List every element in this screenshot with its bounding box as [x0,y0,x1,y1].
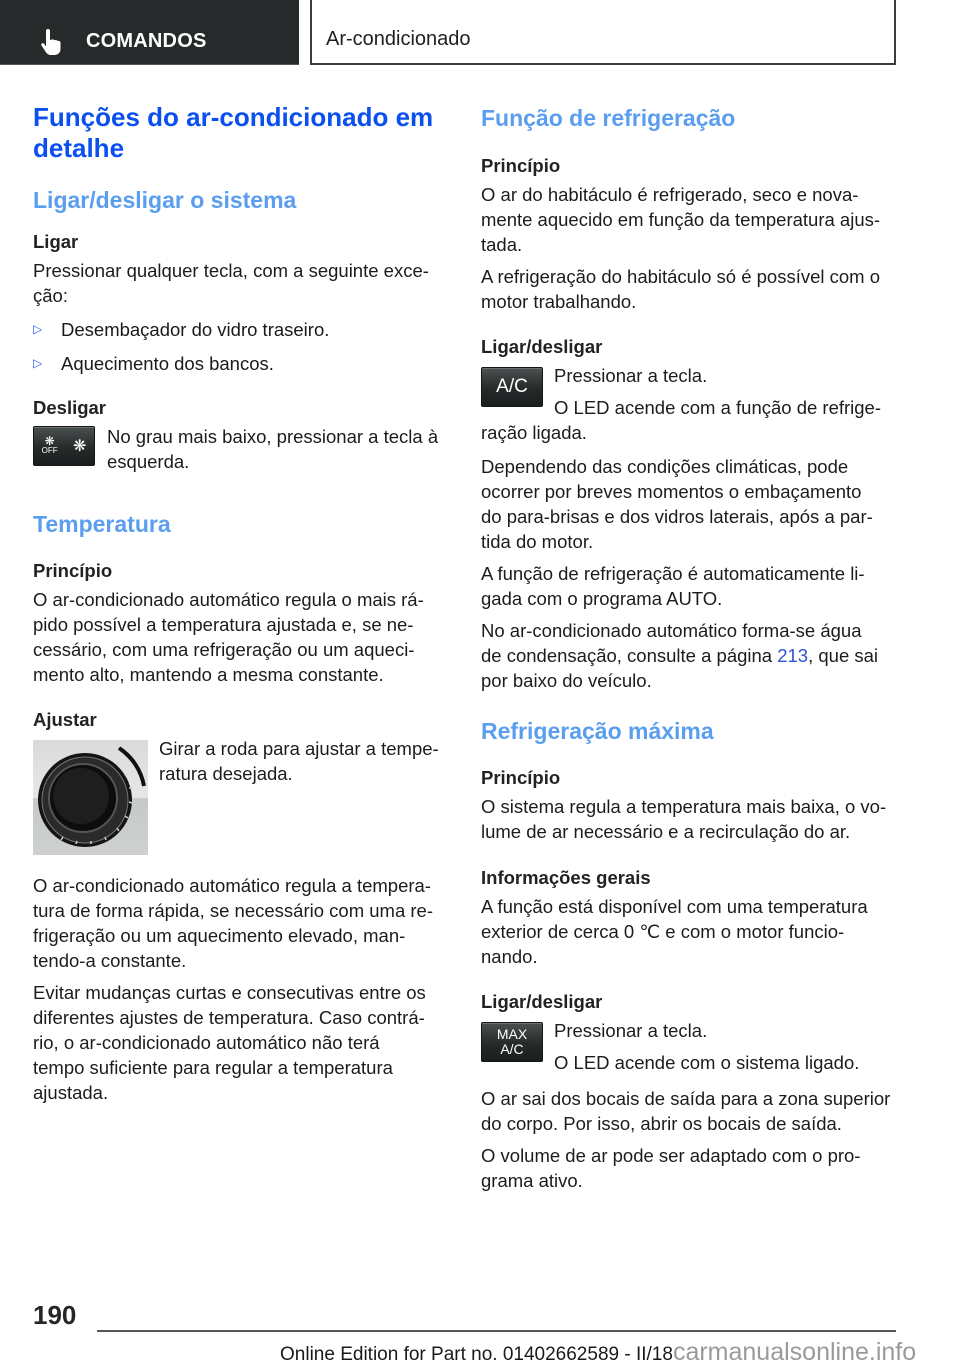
text-line: Pressionar a tecla. [554,1020,708,1041]
list-item-text: Aquecimento dos bancos. [61,353,274,374]
text-line: Pressionar a tecla. [554,365,708,386]
subheading-ligar: Ligar [33,231,79,252]
ac-button-image [481,367,543,407]
subheading-desligar: Desligar [33,397,107,418]
section-label: Ar-condicionado [326,28,471,50]
max-ac-button-image [481,1022,543,1062]
fan-icon: ❋ [72,438,87,455]
edition-text: Online Edition for Part no. 01402662589 - II/18 [280,1344,673,1362]
chapter-label: COMANDOS [86,30,207,52]
subheading-principio: Princípio [481,767,561,788]
text-line: Dependendo das condições climáticas, pode [481,456,849,477]
footer-edition [280,1338,916,1362]
text-line: exterior de cerca 0 ℃ e com o motor funcio- [481,921,845,942]
text-line: O LED acende com a função de refrige- [554,397,882,418]
temperature-paragraph [33,873,443,973]
ac-row [481,363,891,429]
fan-off-button-image [33,426,95,466]
text-line: frigeração ou um aquecimento elevado, man- [33,925,406,946]
text-fragment: de condensação, consulte a página [481,645,778,666]
ac-text [554,363,881,420]
desligar-text [107,424,438,474]
text-line: O sistema regula a temperatura mais baixa, o vo- [481,796,887,817]
air-outlet-paragraph [481,1086,891,1136]
subheading-ligar-desligar: Ligar/desligar [481,336,603,357]
chapter-tab [0,0,299,65]
watermark: carmanualsonline.info [672,1338,917,1362]
fan-off-icon: ❋ OFF [41,434,58,455]
page-link-213[interactable]: 213 [777,645,809,666]
ligar-text [33,258,443,308]
text-line: esquerda. [107,451,190,472]
page-title [33,102,443,164]
subheading-ligar-desligar: Ligar/desligar [481,991,603,1012]
text-line: gada com o programa AUTO. [481,588,723,609]
weather-paragraph [481,454,891,554]
footer-divider [97,1330,896,1332]
text-line: mento alto, mantendo a mesma constante. [33,664,384,685]
text-fragment: , que sai [808,645,879,666]
hand-pointer-icon [40,28,64,56]
text-line: por baixo do veículo. [481,670,652,691]
text-line: do corpo. Por isso, abrir os bocais de saída. [481,1113,842,1134]
subheading-principio: Princípio [33,560,113,581]
heading-refrigeracao-maxima: Refrigeração máxima [481,718,714,744]
ajustar-row [33,736,443,864]
text-line: tendo-a constante. [33,950,187,971]
principio-text [481,794,891,844]
principio-text [481,182,891,257]
text-line: ocorrer por breves momentos o embaçamento [481,481,862,502]
page-title-line: detalhe [33,133,125,163]
text-line: tada. [481,234,523,255]
text-line: nando. [481,946,538,967]
text-line: tida do motor. [481,531,594,552]
subheading-ajustar: Ajustar [33,709,97,730]
text-line: O ar do habitáculo é refrigerado, seco e nova- [481,184,859,205]
text-line: O ar-condicionado automático regula a tempera- [33,875,431,896]
temperature-warning-paragraph [33,980,443,1105]
rotary-knob-icon [33,740,148,855]
right-column [481,100,891,1193]
auto-paragraph [481,561,891,611]
info-text [481,894,891,969]
triangle-bullet-icon: ▷ [33,356,43,370]
ajustar-text [159,736,439,786]
page-title-line: Funções do ar-condicionado em [33,102,434,132]
ac-label: A/C [500,1041,524,1057]
triangle-bullet-icon: ▷ [33,322,43,336]
max-ac-text [554,1018,859,1075]
page-number: 190 [33,1300,77,1330]
heading-funcao-refrigeracao: Função de refrigeração [481,105,736,131]
text-line: diferentes ajustes de temperatura. Caso contrá- [33,1007,425,1028]
subheading-informacoes-gerais: Informações gerais [481,867,651,888]
text-line: A função de refrigeração é automaticamente li- [481,563,865,584]
max-ac-row [481,1018,891,1084]
condensation-paragraph [481,618,891,693]
off-label: OFF [41,446,58,455]
principio-text [33,587,443,687]
text-line: Evitar mudanças curtas e consecutivas entre os [33,982,426,1003]
section-header [310,0,896,65]
ac-label: A/C [496,376,528,397]
list-item-text: Desembaçador do vidro traseiro. [61,319,330,340]
list-item [33,351,443,376]
led-text-cont: ração ligada. [481,422,587,443]
text-line: O volume de ar pode ser adaptado com o pro- [481,1145,861,1166]
text-line: rio, o ar-condicionado automático não terá [33,1032,380,1053]
text-line: No ar-condicionado automático forma-se água [481,620,862,641]
text-line: pido possível a temperatura ajustada e, se ne- [33,614,414,635]
text-line: mente aquecido em função da temperatura ajus- [481,209,881,230]
text-line: A função está disponível com uma temperatura [481,896,868,917]
text-line: ratura desejada. [159,763,293,784]
temperature-knob-image [33,740,148,855]
motor-paragraph [481,264,891,314]
text-line: motor trabalhando. [481,291,637,312]
air-volume-paragraph [481,1143,891,1193]
text-line: ção: [33,285,68,306]
text-line [481,643,891,668]
text-line: ajustada. [33,1082,109,1103]
text-line: No grau mais baixo, pressionar a tecla à [107,426,439,447]
desligar-row [33,424,443,476]
text-line: grama ativo. [481,1170,583,1191]
max-label: MAX [496,1026,528,1042]
text-line: Girar a roda para ajustar a tempe- [159,738,439,759]
text-line: do para-brisas e dos vidros laterais, após a par- [481,506,873,527]
text-line: O ar-condicionado automático regula o mais rá- [33,589,424,610]
text-line: tempo suficiente para regular a temperatura [33,1057,393,1078]
text-line: lume de ar necessário e a recirculação do ar. [481,821,851,842]
list-item [33,317,443,342]
text-line: tura de forma rápida, se necessário com uma re- [33,900,433,921]
text-line: cessário, com uma refrigeração ou um aqueci- [33,639,415,660]
text-line: O LED acende com o sistema ligado. [554,1052,860,1073]
text-line: A refrigeração do habitáculo só é possível com o [481,266,881,287]
text-line: O ar sai dos bocais de saída para a zona superior [481,1088,891,1109]
text-line: Pressionar qualquer tecla, com a seguinte exce- [33,260,429,281]
heading-temperatura: Temperatura [33,511,171,537]
left-column [33,100,443,1105]
heading-ligar-desligar-sistema: Ligar/desligar o sistema [33,187,297,213]
subheading-principio: Princípio [481,155,561,176]
